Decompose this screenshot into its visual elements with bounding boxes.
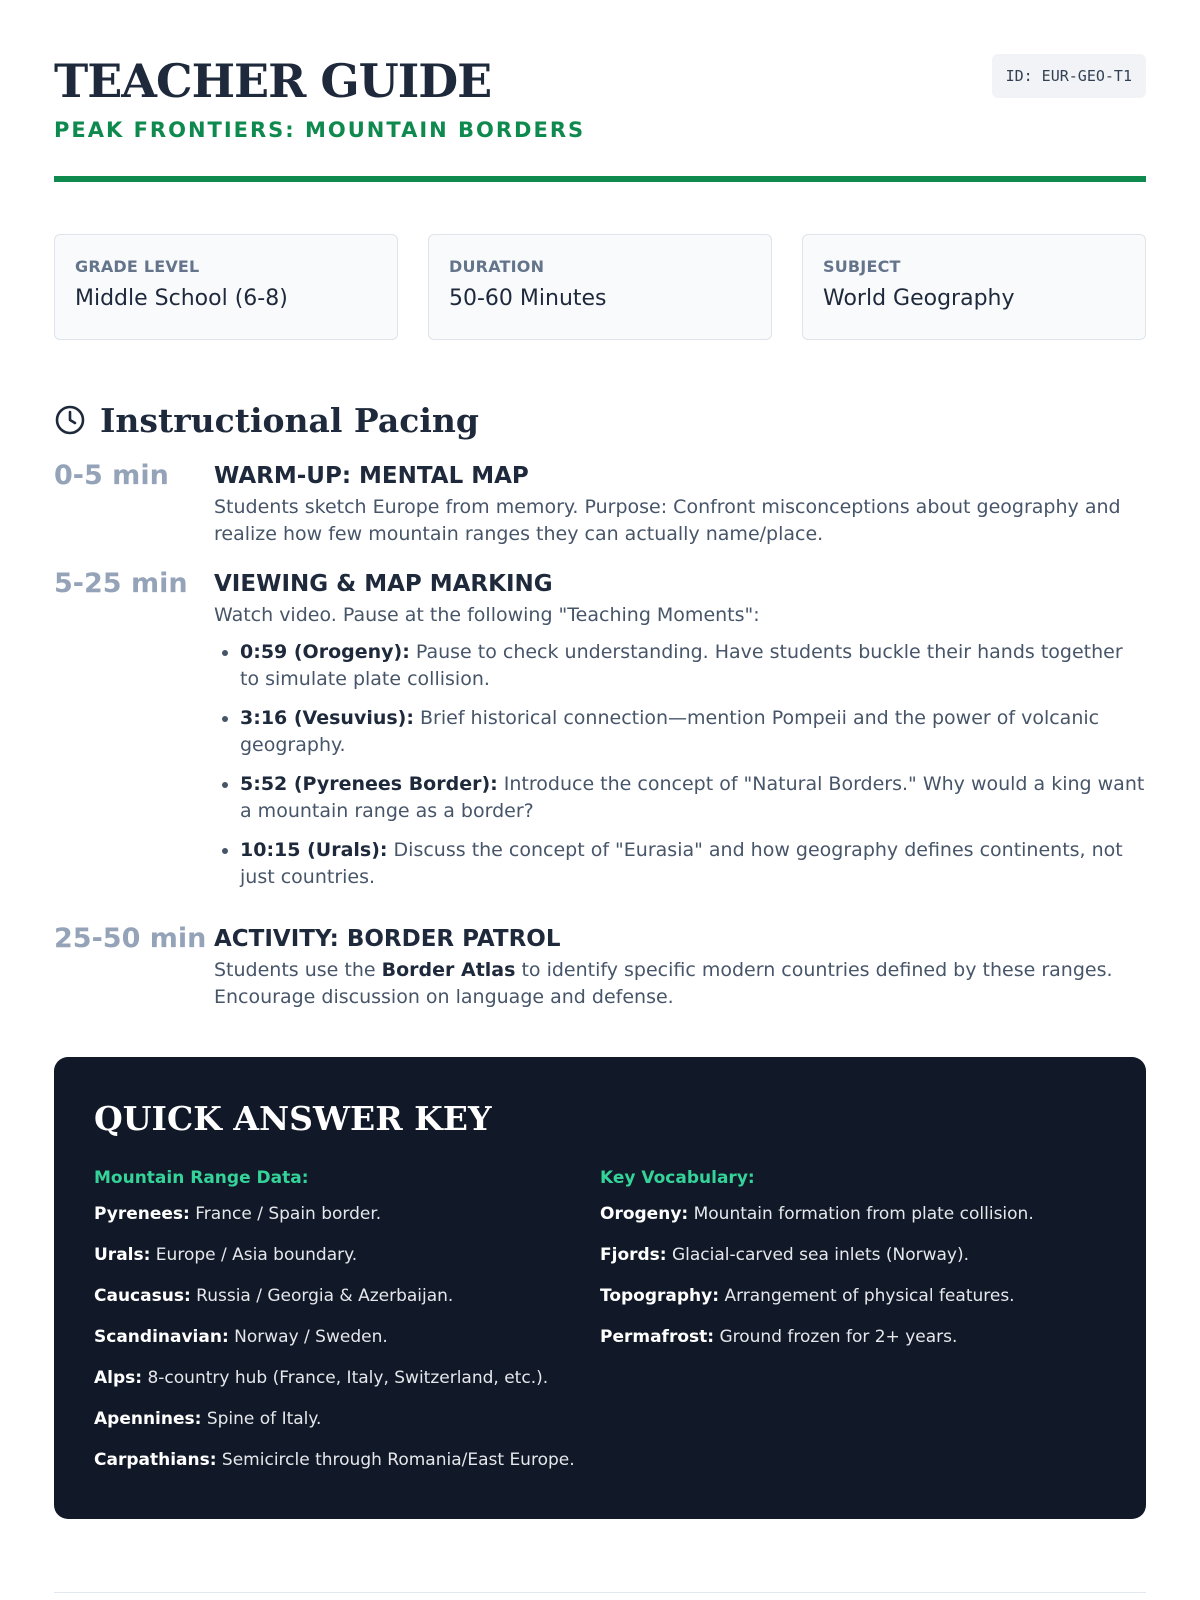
mountain-range-item <box>94 1366 600 1390</box>
pacing-step <box>54 462 1146 548</box>
range-info: Norway / Sweden. <box>228 1327 388 1347</box>
page-subtitle: PEAK FRONTIERS: MOUNTAIN BORDERS <box>54 118 586 142</box>
pacing-time: 25-50 min <box>54 923 207 954</box>
vocab-term: Orogeny: <box>600 1204 689 1224</box>
mountain-range-item <box>94 1407 600 1431</box>
moment-text: Brief historical connection—mention Pompeii and the power of volcanic geography. <box>240 707 1100 756</box>
vocab-definition: Ground frozen for 2+ years. <box>714 1327 958 1347</box>
pacing-body <box>214 570 1146 903</box>
subject-card <box>802 234 1146 340</box>
range-name: Scandinavian: <box>94 1327 229 1347</box>
mountain-range-column <box>94 1168 600 1489</box>
moment-text: Discuss the concept of "Eurasia" and how geography defines continents, not just countries. <box>240 839 1123 888</box>
moment-timestamp: 3:16 (Vesuvius): <box>240 707 414 729</box>
vocab-definition: Arrangement of physical features. <box>719 1286 1015 1306</box>
pacing-step-title: WARM-UP: MENTAL MAP <box>214 463 529 489</box>
desc-text: Students use the <box>214 959 382 981</box>
border-atlas-term: Border Atlas <box>381 959 516 981</box>
section-title: Instructional Pacing <box>100 400 479 440</box>
answer-key-columns <box>94 1168 1106 1489</box>
range-info: Europe / Asia boundary. <box>150 1245 358 1265</box>
mountain-range-item <box>94 1202 600 1226</box>
vocabulary-item <box>600 1325 1106 1349</box>
pacing-step-description: Watch video. Pause at the following "Teaching Moments": <box>214 604 760 626</box>
pacing-time: 0-5 min <box>54 460 169 491</box>
vocab-definition: Glacial-carved sea inlets (Norway). <box>666 1245 970 1265</box>
card-label: GRADE LEVEL <box>75 257 200 276</box>
pacing-step-description <box>214 957 1146 1011</box>
moment-timestamp: 10:15 (Urals): <box>240 839 388 861</box>
vocabulary-item <box>600 1202 1106 1226</box>
range-name: Pyrenees: <box>94 1204 190 1224</box>
range-name: Urals: <box>94 1245 151 1265</box>
range-name: Caucasus: <box>94 1286 191 1306</box>
mountain-range-item <box>94 1325 600 1349</box>
clock-icon <box>54 404 86 436</box>
pacing-step-title: ACTIVITY: BORDER PATROL <box>214 926 561 952</box>
page-header <box>54 50 1146 182</box>
range-info: Spine of Italy. <box>201 1409 322 1429</box>
pacing-step <box>54 925 1146 1011</box>
document-id-badge: ID: EUR-GEO-T1 <box>992 54 1146 98</box>
duration-card <box>428 234 772 340</box>
vocab-term: Topography: <box>600 1286 720 1306</box>
pacing-step-title: VIEWING & MAP MARKING <box>214 571 553 597</box>
mountain-range-heading: Mountain Range Data: <box>94 1168 309 1188</box>
vocab-definition: Mountain formation from plate collision. <box>688 1204 1034 1224</box>
quick-answer-key <box>54 1057 1146 1519</box>
vocabulary-item <box>600 1243 1106 1267</box>
vocabulary-column <box>600 1168 1106 1489</box>
teacher-guide-page <box>54 50 1146 1519</box>
page-title: TEACHER GUIDE <box>54 54 492 108</box>
mountain-range-item <box>94 1448 600 1472</box>
range-info: Russia / Georgia & Azerbaijan. <box>190 1286 454 1306</box>
pacing-body <box>214 462 1146 548</box>
card-label: DURATION <box>449 257 545 276</box>
range-info: 8-country hub (France, Italy, Switzerland, etc.). <box>142 1368 549 1388</box>
card-label: SUBJECT <box>823 257 901 276</box>
range-info: France / Spain border. <box>189 1204 382 1224</box>
card-value: 50-60 Minutes <box>449 286 607 311</box>
vocabulary-heading: Key Vocabulary: <box>600 1168 755 1188</box>
vocab-term: Permafrost: <box>600 1327 715 1347</box>
teaching-moment <box>240 705 1146 759</box>
pacing-time: 5-25 min <box>54 568 188 599</box>
pacing-body <box>214 925 1146 1011</box>
range-info: Semicircle through Romania/East Europe. <box>216 1450 575 1470</box>
moment-text: Pause to check understanding. Have students buckle their hands together to simulate plate collision. <box>240 641 1123 690</box>
pacing-step-description: Students sketch Europe from memory. Purpose: Confront misconceptions about geography and realize how few mountain ranges they can actually name/place. <box>214 496 1121 545</box>
range-name: Alps: <box>94 1368 143 1388</box>
mountain-range-item <box>94 1284 600 1308</box>
vocab-term: Fjords: <box>600 1245 667 1265</box>
mountain-range-item <box>94 1243 600 1267</box>
grade-level-card <box>54 234 398 340</box>
answer-key-title: QUICK ANSWER KEY <box>94 1099 492 1138</box>
vocabulary-item <box>600 1284 1106 1308</box>
desc-text: to identify specific modern countries defined by these ranges. Encourage discussion on language and defense. <box>214 959 1113 1008</box>
range-name: Carpathians: <box>94 1450 217 1470</box>
moment-text: Introduce the concept of "Natural Borders." Why would a king want a mountain range as a border? <box>240 773 1145 822</box>
info-cards <box>54 234 1146 340</box>
range-name: Apennines: <box>94 1409 202 1429</box>
teaching-moment <box>240 837 1146 891</box>
teaching-moment <box>240 639 1146 693</box>
teaching-moments-list <box>214 639 1146 891</box>
pacing-step <box>54 570 1146 903</box>
moment-timestamp: 0:59 (Orogeny): <box>240 641 410 663</box>
footer-divider <box>54 1592 1146 1593</box>
card-value: World Geography <box>823 286 1015 311</box>
teaching-moment <box>240 771 1146 825</box>
card-value: Middle School (6-8) <box>75 286 288 311</box>
moment-timestamp: 5:52 (Pyrenees Border): <box>240 773 498 795</box>
pacing-section-heading <box>54 398 1146 442</box>
